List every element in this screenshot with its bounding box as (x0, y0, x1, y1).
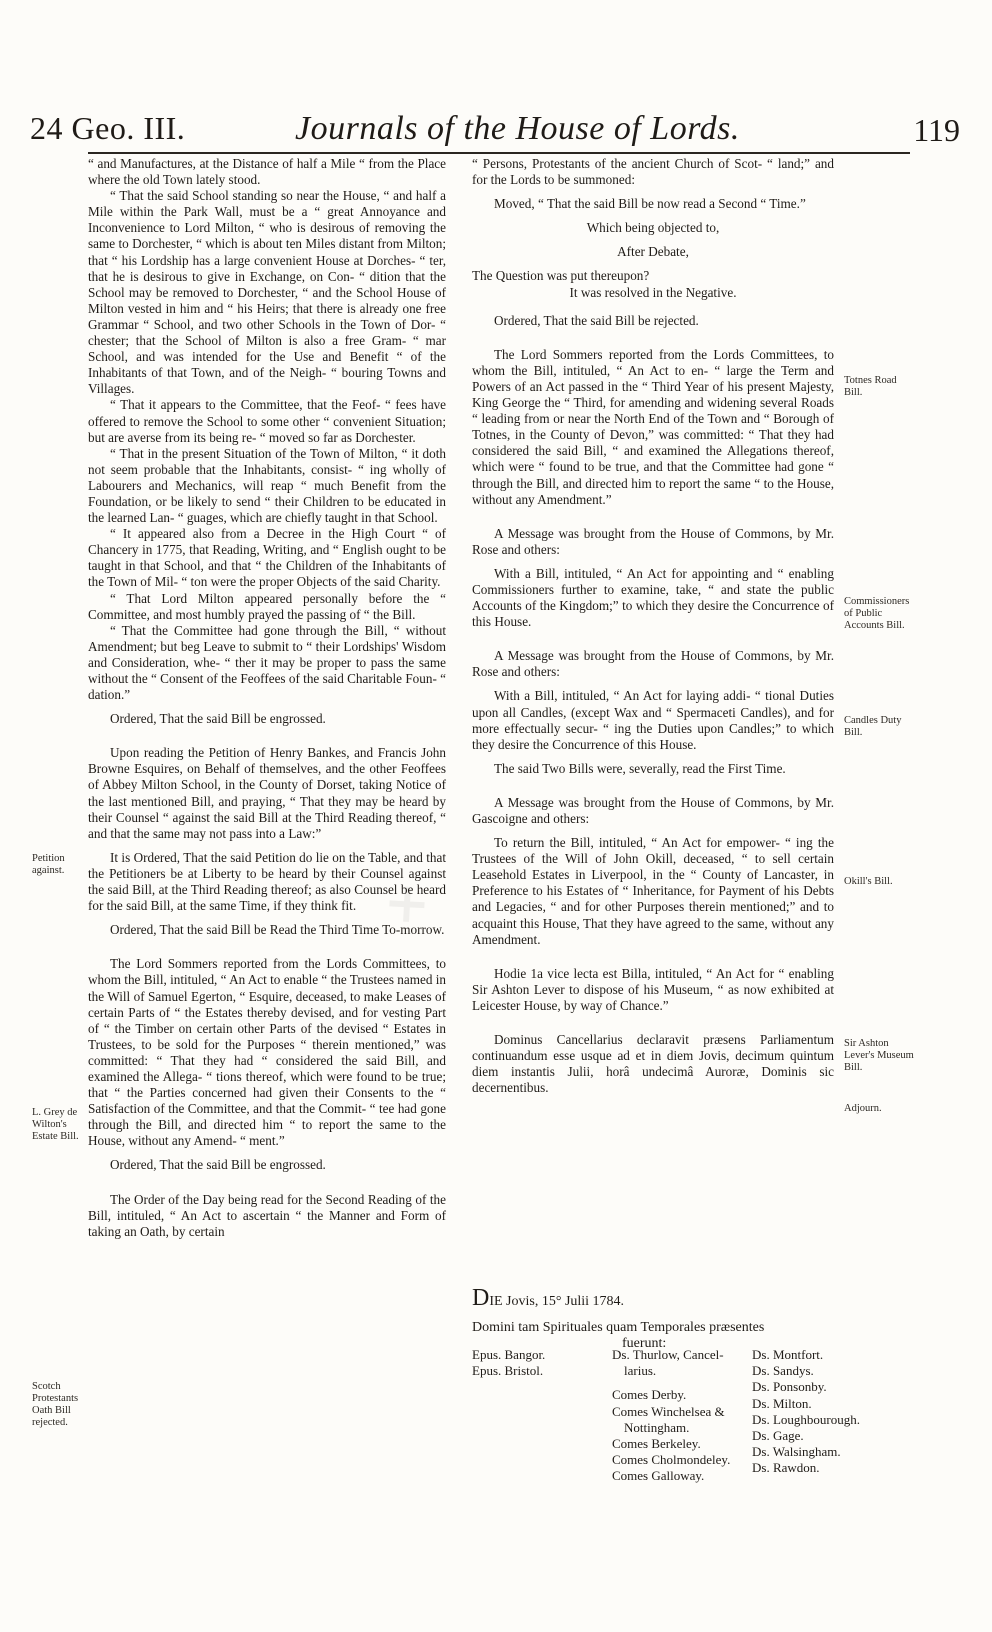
lord-entry: Ds. Montfort. (752, 1347, 824, 1362)
paragraph: “ and Manufactures, at the Distance of half a Mile “ from the Place where the old Town lately stood. (88, 156, 446, 188)
paragraph: Moved, “ That the said Bill be now read a Second “ Time.” (494, 196, 806, 212)
paragraph: Hodie 1a vice lecta est Billa, intituled, “ An Act for “ enabling Sir Ashton Lever to dispose of his Museum, “ as now exhibited at Leicester House, by way of Chance.” (472, 965, 834, 1013)
paragraph: “ That the said School standing so near the House, “ and half a Mile within the Park Wall, must be a “ great Annoyance and Inconvenience to Lord Milton, “ who is desirous of removing the same to Dorchester, “ which is about ten Miles distant from Milton; that “ his Lordship has a large convenient House at Dorches- “ ter, that he is desirous to give in Exchange, on Con- “ dition that the School may be removed to Dorchester, “ and the School House of Milton vested in him and “ his Heirs; that there is already one free Grammar “ School, and two other Schools in the Town of Dor- “ chester; that the School of Milton is also a free Gram- “ mar School, and was intended for the Use and Benefit “ of the Inhabitants of that Town, and of the Neigh- “ bouring Towns and Villages. (88, 188, 446, 397)
lord-entry: Nottingham. (624, 1419, 690, 1435)
margin-note-adjourn: Adjourn. (844, 1103, 882, 1114)
lords-list-barons (752, 1347, 860, 1477)
lord-entry: Comes Berkeley. (612, 1436, 701, 1452)
paragraph: “ It appeared also from a Decree in the High Court “ of Chancery in 1775, that Reading, Writing, and “ English ought to be taught in that School, and that “ the Children of the Inhabitants of the Town of Mil- “ ton were the proper Objects of the said Charity. (88, 526, 446, 590)
present-line-2: fuerunt: (622, 1336, 667, 1351)
lord-entry: Ds. Gage. (752, 1428, 804, 1444)
lord-entry: Epus. Bangor. (472, 1347, 546, 1362)
paragraph: With a Bill, intituled, “ An Act for appointing and “ enabling Commissioners further to examine, take, “ and state the public Accounts of the Kingdom;” to which they desire the Concurrence of this House. (472, 565, 834, 630)
paragraph: A Message was brought from the House of Commons, by Mr. Rose and others: (472, 648, 834, 680)
session-date-text: IE Jovis, 15° Julii 1784. (489, 1294, 625, 1309)
lord-entry: Ds. Ponsonby. (752, 1379, 827, 1395)
paragraph: The said Two Bills were, severally, read the First Time. (494, 760, 786, 776)
margin-note-candles: Candles Duty Bill. (844, 715, 902, 738)
order-line: Ordered, That the said Bill be engrossed. (110, 711, 326, 727)
paragraph: It was resolved in the Negative. (569, 284, 737, 300)
present-line: Domini tam Spirituales quam Temporales præsentes (472, 1320, 765, 1335)
paragraph: “ That Lord Milton appeared personally before the “ Committee, and most humbly prayed the passing of “ the Bill. (88, 590, 446, 622)
paragraph: The Order of the Day being read for the Second Reading of the Bill, intituled, “ An Act to ascertain “ the Manner and Form of taking an Oath, by certain (88, 1191, 446, 1239)
paragraph: With a Bill, intituled, “ An Act for laying addi- “ tional Duties upon all Candles, (except Wax and “ Spermaceti Candles), and for more effectually secur- “ ing the Duties upon Candles;” to which they desire the Concurrence of this House. (472, 688, 834, 752)
order-line: Ordered, That the said Bill be rejected. (494, 312, 699, 328)
paragraph: The Lord Sommers reported from the Lords Committees, to whom the Bill, intituled, “ An Act to enable “ the Trustees named in the Will of Samuel Egerton, “ Esquire, deceased, to make Leases of certain Parts of “ the Estates thereby devised, and for vesting Part of “ the Timber on certain other Parts of the devised “ Estates in Trustees, to be sold for the Purposes “ therein mentioned,” was committed: “ That they had “ considered the said Bill, and examined the Allega- “ tions thereof, which were found to be true; that “ the Parties concerned had given their Consents to the “ Satisfaction of the Committee, and that the Commit- “ tee had gone through the Bill, and directed him “ to report the same to the House, without any Amend- “ ment.” (88, 956, 446, 1149)
lord-entry: Ds. Milton. (752, 1395, 812, 1411)
order-line: Ordered, That the said Bill be Read the Third Time To-morrow. (110, 922, 445, 938)
paragraph: Upon reading the Petition of Henry Bankes, and Francis John Browne Esquires, on Behalf of themselves, and the other Feoffees of Abbey Milton School, in the County of Dorset, taking Notice of the last mentioned Bill, and praying, “ That they may be heard by their Counsel “ against the said Bill at the Third Reading thereof, “ and that the same may not pass into a Law:” (88, 745, 446, 841)
paragraph: A Message was brought from the House of Commons, by Mr. Rose and others: (472, 525, 834, 557)
paragraph: “ That the Committee had gone through the Bill, “ without Amendment; but beg Leave to submit to “ their Lordships' Wisdom and Consideration, whe- “ ther it may be proper to pass the same without the “ Consent of the Feoffees of the said Charitable Foun- “ dation.” (88, 622, 446, 703)
paragraph: The Lord Sommers reported from the Lords Committees, to whom the Bill, intituled, “ An Act to en- “ large the Term and Powers of an Act passed in the “ Third Year of his present Majesty, King George the “ Third, for amending and widening several Roads “ leading from or near the North End of the Town and “ Borough of Totnes, in the County of Devon,” was committed: “ That they had considered the said Bill, “ and examined the Allegations thereof, which were “ found to be true, and that the Committee had gone “ through the Bill, and directed him to report the same “ to the House, without any Amendment.” (472, 346, 834, 507)
paragraph: After Debate, (617, 244, 689, 260)
paragraph: A Message was brought from the House of Commons, by Mr. Gascoigne and others: (472, 794, 834, 826)
margin-note-grey: L. Grey de Wilton's Estate Bill. (32, 1107, 79, 1142)
order-line: Ordered, That the said Bill be engrossed. (110, 1157, 326, 1173)
lord-entry: Ds. Sandys. (752, 1363, 814, 1379)
lord-entry: Ds. Rawdon. (752, 1460, 820, 1476)
drop-initial: D (472, 1285, 490, 1311)
paragraph: The Question was put thereupon? (472, 268, 650, 284)
watermark: ✕ (375, 869, 443, 938)
right-column (472, 156, 834, 1096)
lord-entry: Epus. Bristol. (472, 1363, 544, 1379)
spacer (612, 1379, 730, 1387)
paragraph: Dominus Cancellarius declaravit præsens Parliamentum continuandum esse usque ad et in diem Jovis, decimum quintum diem instantis Julii, horâ undecimâ Auroræ, Dominis sic decernentibus. (472, 1032, 834, 1096)
margin-note-scotch: Scotch Protestants Oath Bill rejected. (32, 1381, 79, 1428)
lords-list-bishops (472, 1347, 545, 1379)
lord-entry: Ds. Walsingham. (752, 1444, 841, 1460)
lord-entry: Ds. Thurlow, Cancel- (612, 1347, 724, 1362)
session-date (472, 1285, 892, 1312)
paragraph: “ That it appears to the Committee, that the Feof- “ fees have offered to remove the School to some other “ convenient Situation; but are averse from its being re- “ moved so far as Dorchester. (88, 397, 446, 445)
lord-entry: Ds. Loughbourough. (752, 1411, 860, 1427)
margin-note-commissioners: Commissioners of Public Accounts Bill. (844, 596, 910, 631)
left-column (88, 156, 446, 1240)
lords-list-earls (612, 1347, 730, 1485)
margin-note-petition: Petition against. (32, 853, 65, 876)
regnal-year: 24 Geo. III. (30, 110, 186, 146)
journal-title: Journals of the House of Lords. (295, 110, 740, 147)
paragraph: “ That in the present Situation of the Town of Milton, “ it doth not seem probable that the Inhabitants, consist- “ ing wholly of Labourers and Mechanics, will reap “ much Benefit from the Foundation, or be likely to send “ their Children to be educated in the learned Lan- “ guages, which are chiefly taught in that School. (88, 445, 446, 526)
lord-entry: Comes Cholmondeley. (612, 1452, 731, 1468)
session-heading (472, 1285, 892, 1352)
lord-entry: Comes Galloway. (612, 1468, 705, 1484)
margin-note-ashton: Sir Ashton Lever's Museum Bill. (844, 1038, 914, 1073)
paragraph: To return the Bill, intituled, “ An Act for empower- “ ing the Trustees of the Will of John Okill, deceased, “ to sell certain Leasehold Estates in Liverpool, in the “ County of Lancaster, in Preference to his Estates of “ Inheritance, for Payment of his Debts and Legacies, “ and for other Purposes therein mentioned;” and to acquaint this House, That they have agreed to the same, without any Amendment. (472, 835, 834, 947)
page-number: 119 (913, 112, 960, 148)
header-rule (88, 152, 910, 154)
lord-entry: Comes Derby. (612, 1387, 687, 1403)
margin-note-totnes: Totnes Road Bill. (844, 375, 897, 398)
paragraph: Which being objected to, (586, 220, 720, 236)
lord-entry: Comes Winchelsea & (612, 1403, 725, 1419)
lord-entry: larius. (624, 1363, 657, 1379)
paragraph: “ Persons, Protestants of the ancient Church of Scot- “ land;” and for the Lords to be summoned: (472, 156, 834, 188)
margin-note-okill: Okill's Bill. (844, 876, 893, 887)
paragraph: It is Ordered, That the said Petition do lie on the Table, and that the Petitioners be at Liberty to be heard by their Counsel against the said Bill, at the Third Reading thereof; as also Counsel be heard for the said Bill, at the same Time, if they think fit. (88, 849, 446, 914)
